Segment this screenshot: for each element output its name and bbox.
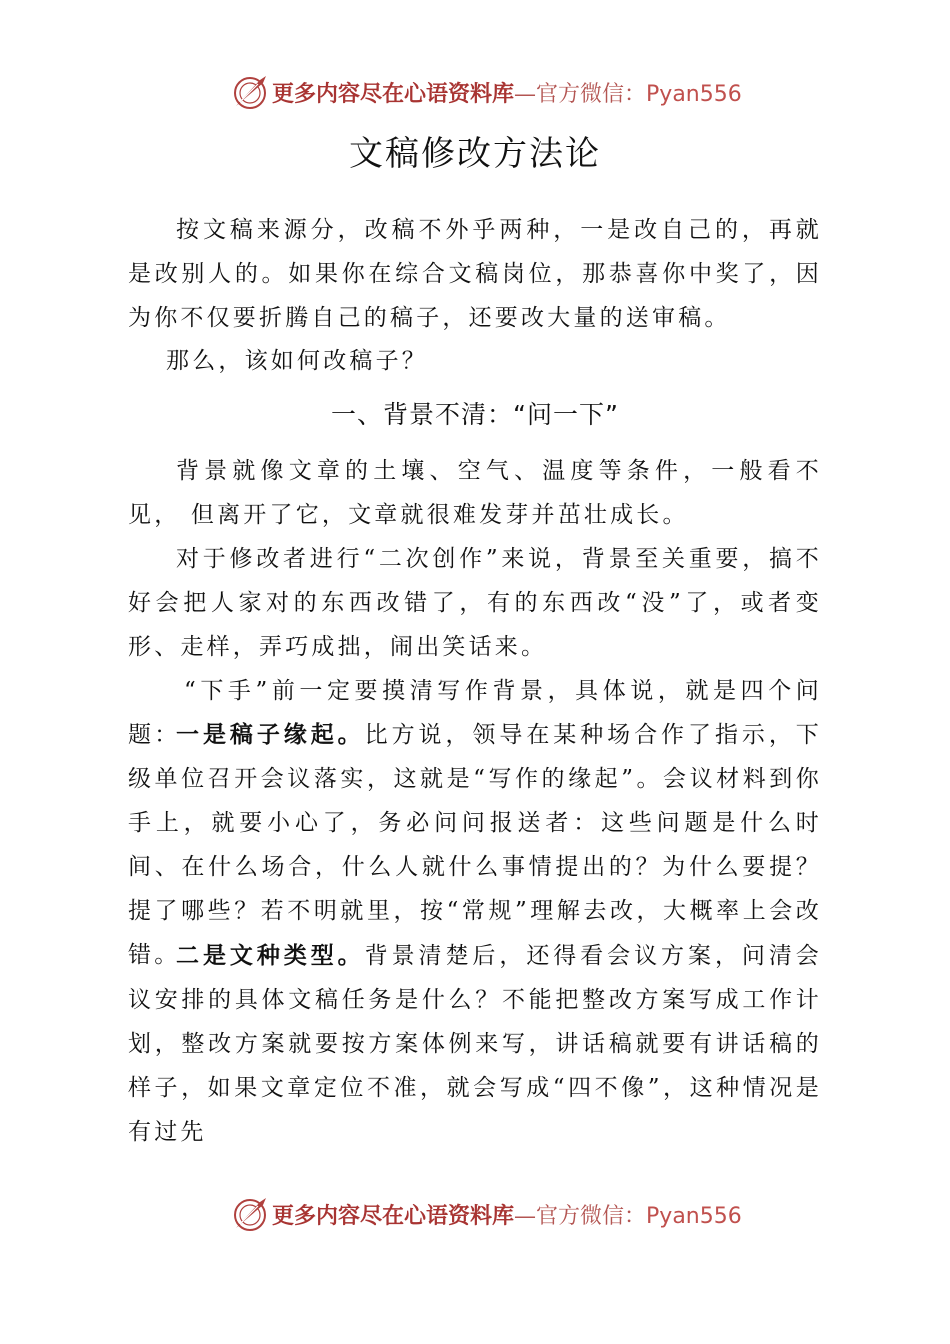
banner-main-text: 更多内容尽在心语资料库 xyxy=(272,81,515,107)
banner-wechat-id: Pyan556 xyxy=(646,1204,742,1229)
banner-dash: — xyxy=(514,82,537,107)
pen-nib-logo-icon xyxy=(230,1194,272,1234)
footer-banner xyxy=(0,1192,950,1236)
document-title: 文稿修改方法论 xyxy=(349,134,601,174)
paragraph-text: 按文稿来源分，改稿不外乎两种，一是改自己的，再就是改别人的。如果你在综合文稿岗位，那恭喜你中奖了，因为你不仅要折腾自己的稿子，还要改大量的送审稿。 xyxy=(128,217,822,331)
banner-text xyxy=(272,77,742,108)
paragraph-intro xyxy=(128,208,822,340)
paragraph-background xyxy=(128,449,822,537)
paragraph-text: 背景就像文章的土壤、空气、温度等条件，一般看不见， 但离开了它，文章就很难发芽并茁壮成长。 xyxy=(128,458,822,528)
paragraph-question xyxy=(128,339,822,383)
paragraph-text: 对于修改者进行“二次创作”来说，背景至关重要，搞不好会把人家对的东西改错了，有的东西改“没”了，或者变形、走样，弄巧成拙，闹出笑话来。 xyxy=(128,546,822,660)
banner-text xyxy=(272,1199,742,1230)
paragraph-genre xyxy=(128,934,822,1154)
pen-nib-logo-icon xyxy=(230,72,272,112)
header-banner xyxy=(0,70,950,114)
section-heading-1: 一、背景不清：“问一下” xyxy=(331,400,619,429)
banner-sub-text: 官方微信： xyxy=(536,82,647,107)
paragraph-body: 背景清楚后，还得看会议方案，问清会议安排的具体文稿任务是什么？不能把整改方案写成工作计划，整改方案就要按方案体例来写，讲话稿就要有讲话稿的样子，如果文章定位不准，就会写成“四不像”，这种情况是有过先 xyxy=(128,943,822,1145)
banner-sub-text: 官方微信： xyxy=(536,1204,647,1229)
paragraph-text xyxy=(128,934,822,1154)
banner-main-text: 更多内容尽在心语资料库 xyxy=(272,1203,515,1229)
paragraph-text: “下手”前一定要摸清写作背景，具体说，就是四个问题： xyxy=(128,678,822,748)
banner-wechat-id: Pyan556 xyxy=(646,82,742,107)
banner-dash: — xyxy=(514,1204,537,1229)
paragraph-text: 那么，该如何改稿子？ xyxy=(166,348,428,374)
paragraph-lead: 一是稿子缘起。 xyxy=(176,721,365,748)
paragraph-lead: 二是文种类型。 xyxy=(176,942,365,969)
paragraph-importance xyxy=(128,537,822,669)
paragraph-body: 比方说，领导在某种场合作了指示，下级单位召开会议落实，这就是“写作的缘起”。会议材料到你手上，就要小心了，务必问问报送者：这些问题是什么时间、在什么场合，什么人就什么事情提出的？为什么要提？提了哪些？若不明就里，按“常规”理解去改，大概率上会改错。 xyxy=(128,722,822,968)
